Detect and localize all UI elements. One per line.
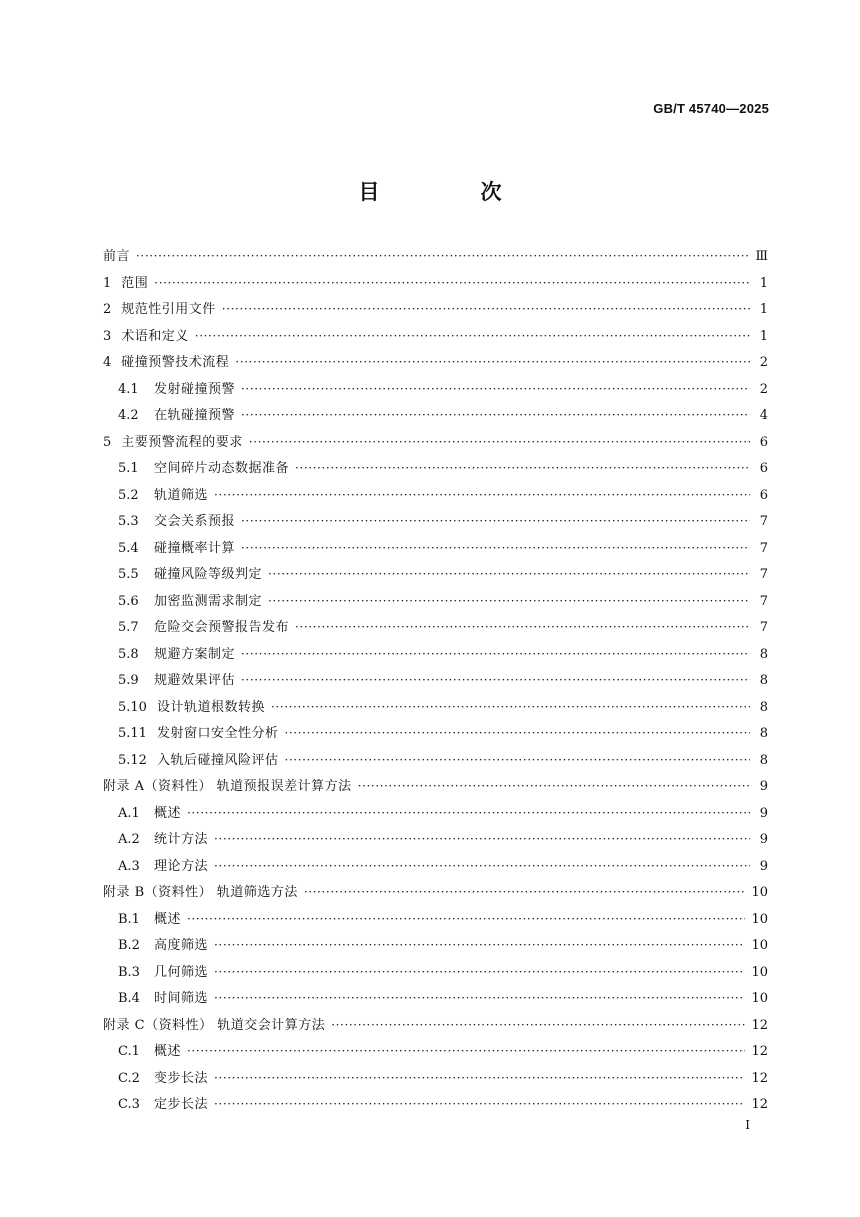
toc-entry-label: 附录 A（资料性） 轨道预报误差计算方法 — [103, 779, 352, 794]
dot-leader — [295, 455, 750, 482]
toc-entry-page: 7 — [759, 540, 768, 556]
toc-entry[interactable] — [103, 800, 768, 827]
toc-entry-number: B.1 — [118, 911, 140, 927]
dot-leader — [284, 720, 750, 747]
toc-entry-number: B.2 — [118, 938, 140, 953]
toc-entry[interactable] — [103, 773, 768, 800]
toc-entry[interactable] — [103, 482, 768, 509]
dot-leader — [214, 985, 745, 1012]
toc-entry[interactable] — [103, 1065, 768, 1092]
toc-entry[interactable] — [103, 376, 768, 403]
toc-entry-label: 设计轨道根数转换 — [156, 699, 265, 715]
toc-entry-label: 几何筛选 — [154, 964, 209, 980]
toc-entry-page: 10 — [751, 911, 768, 927]
toc-entry-label: 理论方法 — [154, 858, 209, 874]
dot-leader — [268, 588, 750, 615]
dot-leader — [241, 641, 750, 668]
dot-leader — [268, 561, 750, 588]
toc-entry-number: 5.1 — [118, 461, 139, 476]
toc-entry-number: 5.2 — [118, 487, 139, 503]
toc-entry-label: 主要预警流程的要求 — [121, 434, 243, 450]
toc-entry-number: 5.4 — [118, 540, 139, 556]
dot-leader — [195, 323, 750, 350]
toc-entry-label: 轨道筛选 — [154, 487, 209, 503]
toc-entry-page: 8 — [759, 699, 768, 715]
toc-entry-label: 规避方案制定 — [154, 646, 236, 662]
toc-entry-page: 8 — [759, 646, 768, 662]
dot-leader — [241, 535, 750, 562]
toc-entry[interactable] — [103, 588, 768, 615]
standard-code: GB/T 45740—2025 — [653, 101, 769, 116]
toc-entry-label: 前言 — [103, 249, 131, 264]
toc-entry-page: 2 — [759, 355, 768, 370]
toc-entry[interactable] — [103, 455, 768, 482]
dot-leader — [154, 270, 750, 297]
dot-leader — [241, 508, 750, 535]
toc-entry-page: 8 — [759, 726, 768, 741]
toc-entry-page: 1 — [759, 275, 768, 291]
toc-entry-page: 6 — [759, 487, 768, 503]
toc-entry-number: A.3 — [118, 858, 140, 874]
toc-entry-page: 10 — [751, 964, 768, 980]
toc-entry-number: 5.8 — [118, 646, 139, 662]
toc-entry-label: 规避效果评估 — [154, 673, 236, 688]
toc-entry-page: 9 — [759, 805, 768, 821]
dot-leader — [187, 800, 750, 827]
toc-entry-page: 9 — [759, 832, 768, 847]
toc-entry[interactable] — [103, 694, 768, 721]
toc-entry-page: 1 — [759, 302, 768, 317]
toc-entry-page: 7 — [759, 593, 768, 609]
toc-entry-number: 1 — [103, 275, 112, 291]
toc-entry-number: 5.11 — [118, 726, 147, 741]
toc-entry-label: 空间碎片动态数据准备 — [154, 461, 290, 476]
dot-leader — [241, 402, 750, 429]
toc-entry[interactable] — [103, 535, 768, 562]
dot-leader — [222, 296, 750, 323]
dot-leader — [214, 482, 750, 509]
toc-entry-page: 6 — [759, 461, 768, 476]
dot-leader — [187, 1038, 745, 1065]
toc-entry-label: 碰撞风险等级判定 — [154, 567, 263, 582]
toc-entry[interactable] — [103, 243, 768, 270]
toc-entry[interactable] — [103, 826, 768, 853]
dot-leader — [235, 349, 750, 376]
toc-entry-number: 5.3 — [118, 514, 139, 529]
toc-entry-label: 统计方法 — [154, 832, 209, 847]
toc-entry-label: 交会关系预报 — [154, 514, 236, 529]
toc-entry-label: 定步长法 — [154, 1097, 209, 1112]
toc-entry-page: 6 — [759, 434, 768, 450]
toc-entry-label: 概述 — [154, 1044, 182, 1059]
toc-entry[interactable] — [103, 906, 768, 933]
toc-entry-number: B.4 — [118, 991, 140, 1006]
toc-entry-label: 规范性引用文件 — [121, 302, 216, 317]
dot-leader — [214, 959, 745, 986]
toc-entry-number: 2 — [103, 302, 112, 317]
toc-entry[interactable] — [103, 614, 768, 641]
toc-entry-label: 附录 B（资料性） 轨道筛选方法 — [103, 885, 298, 900]
toc-entry-label: 附录 C（资料性） 轨道交会计算方法 — [103, 1017, 326, 1033]
toc-entry[interactable] — [103, 1012, 768, 1039]
toc-entry-page: 2 — [759, 381, 768, 397]
toc-entry-number: 5.10 — [118, 699, 147, 715]
dot-leader — [187, 906, 745, 933]
dot-leader — [358, 773, 750, 800]
toc-entry-label: 发射碰撞预警 — [154, 381, 236, 397]
toc-entry[interactable] — [103, 641, 768, 668]
toc-entry-number: 4.2 — [118, 408, 139, 423]
toc-entry-label: 范围 — [121, 275, 149, 291]
toc-entry-number: 5.6 — [118, 593, 139, 609]
toc-entry-number: C.2 — [118, 1070, 140, 1086]
toc-entry-label: 术语和定义 — [121, 328, 189, 344]
toc-entry-page: 12 — [751, 1070, 768, 1086]
toc-entry[interactable] — [103, 561, 768, 588]
toc-entry[interactable] — [103, 747, 768, 774]
toc-entry-label: 入轨后碰撞风险评估 — [156, 752, 279, 768]
toc-entry-number: C.1 — [118, 1044, 140, 1059]
toc-entry-number: 4.1 — [118, 381, 139, 397]
toc-entry[interactable] — [103, 323, 768, 350]
dot-leader — [214, 853, 750, 880]
toc-entry-number: 5.12 — [118, 752, 147, 768]
toc-entry-number: C.3 — [118, 1097, 140, 1112]
dot-leader — [241, 667, 750, 694]
toc-entry[interactable] — [103, 508, 768, 535]
toc-entry[interactable] — [103, 429, 768, 456]
toc-entry[interactable] — [103, 959, 768, 986]
toc-entry-label: 发射窗口安全性分析 — [156, 726, 279, 741]
toc-entry-page: 12 — [751, 1017, 768, 1033]
toc-entry-page: 7 — [759, 620, 768, 635]
toc-entry[interactable] — [103, 270, 768, 297]
toc-entry-page: 9 — [759, 858, 768, 874]
toc-entry-page: 9 — [759, 779, 768, 794]
toc-entry[interactable] — [103, 720, 768, 747]
toc-entry-number: 5 — [103, 434, 112, 450]
toc-entry-label: 在轨碰撞预警 — [154, 408, 236, 423]
toc-entry[interactable] — [103, 853, 768, 880]
toc-entry[interactable] — [103, 1038, 768, 1065]
toc-entry-page: 10 — [751, 991, 768, 1006]
dot-leader — [214, 932, 745, 959]
page-number: I — [745, 1118, 750, 1132]
toc-entry[interactable] — [103, 402, 768, 429]
dot-leader — [331, 1012, 745, 1039]
page-title: 目 次 — [358, 180, 542, 204]
dot-leader — [214, 826, 750, 853]
dot-leader — [241, 376, 750, 403]
toc-entry[interactable] — [103, 667, 768, 694]
toc-entry-label: 变步长法 — [154, 1070, 209, 1086]
toc-entry[interactable] — [103, 879, 768, 906]
dot-leader — [214, 1091, 745, 1118]
dot-leader — [295, 614, 750, 641]
toc-entry-number: B.3 — [118, 964, 140, 980]
toc-entry[interactable] — [103, 349, 768, 376]
toc-entry-page: 10 — [751, 938, 768, 953]
table-of-contents — [103, 243, 768, 1118]
toc-entry[interactable] — [103, 985, 768, 1012]
toc-entry-page: 7 — [759, 514, 768, 529]
toc-entry-number: 5.7 — [118, 620, 139, 635]
dot-leader — [284, 747, 750, 774]
dot-leader — [136, 243, 749, 270]
toc-entry-number: 3 — [103, 328, 112, 344]
toc-entry-label: 碰撞预警技术流程 — [121, 355, 230, 370]
toc-entry-label: 危险交会预警报告发布 — [154, 620, 290, 635]
toc-entry-page: 8 — [759, 752, 768, 768]
toc-entry-label: 概述 — [154, 911, 182, 927]
toc-entry-number: A.1 — [118, 805, 140, 821]
toc-entry-number: A.2 — [118, 832, 140, 847]
toc-entry[interactable] — [103, 1091, 768, 1118]
dot-leader — [249, 429, 750, 456]
toc-entry-label: 加密监测需求制定 — [154, 593, 263, 609]
toc-entry[interactable] — [103, 932, 768, 959]
toc-entry-label: 时间筛选 — [154, 991, 209, 1006]
toc-entry-number: 5.9 — [118, 673, 139, 688]
toc-entry-page: Ⅲ — [755, 249, 768, 264]
toc-entry-label: 高度筛选 — [154, 938, 209, 953]
toc-entry-label: 概述 — [154, 805, 182, 821]
dot-leader — [271, 694, 750, 721]
toc-entry-page: 12 — [751, 1044, 768, 1059]
toc-entry-page: 4 — [759, 408, 768, 423]
toc-entry-number: 4 — [103, 355, 112, 370]
toc-entry-page: 12 — [751, 1097, 768, 1112]
toc-entry[interactable] — [103, 296, 768, 323]
dot-leader — [304, 879, 746, 906]
toc-entry-label: 碰撞概率计算 — [154, 540, 236, 556]
toc-entry-page: 10 — [751, 885, 768, 900]
toc-entry-page: 7 — [759, 567, 768, 582]
toc-entry-page: 1 — [759, 328, 768, 344]
toc-entry-page: 8 — [759, 673, 768, 688]
dot-leader — [214, 1065, 745, 1092]
toc-entry-number: 5.5 — [118, 567, 139, 582]
